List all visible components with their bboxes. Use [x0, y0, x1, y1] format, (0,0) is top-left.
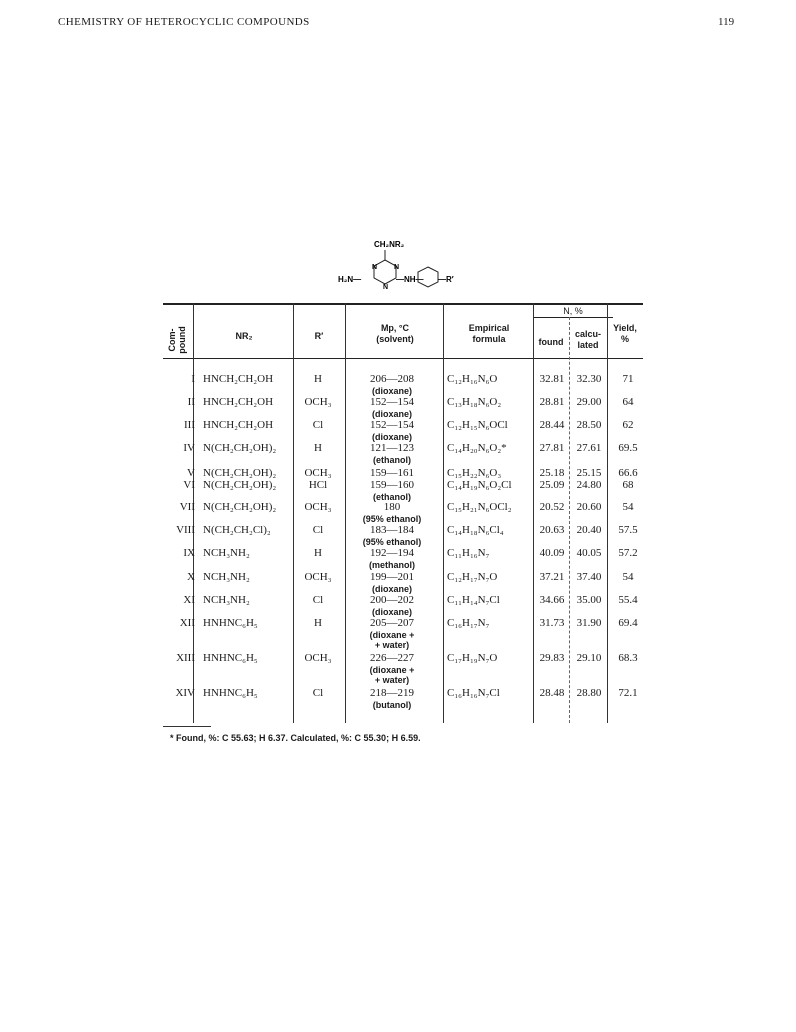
nr2-cell: N(CH₂CH₂OH)₂ [203, 501, 277, 513]
mp-value: 206—208 [370, 373, 414, 385]
nr2-cell: NCH₃NH₂ [203, 594, 250, 606]
rprime-cell: H [314, 442, 322, 454]
found-cell: 28.44 [539, 419, 565, 431]
compound-number: X [187, 571, 195, 583]
found-cell: 28.48 [539, 687, 565, 699]
calculated-cell: 27.61 [576, 442, 602, 454]
mp-value: 121—123 [370, 442, 414, 454]
structure-top-group: CH₂NR₂ [374, 240, 405, 249]
header-mp-line1: Mp, °C [380, 323, 410, 333]
rprime-cell: OCH₃ [304, 501, 332, 513]
header-nr2: NR₂ [235, 331, 253, 341]
rprime-cell: OCH₃ [304, 652, 332, 664]
header-mp-line2: (solvent) [376, 334, 414, 344]
calculated-cell: 29.00 [576, 396, 602, 408]
mp-cell [347, 419, 437, 442]
mp-cell [347, 479, 437, 502]
mp-value: 199—201 [370, 571, 414, 583]
mp-value: 200—202 [370, 594, 414, 606]
yield-cell: 54 [622, 501, 634, 513]
header-found: found [538, 337, 564, 347]
header-bottom-rule [163, 358, 643, 359]
mp-value: 205—207 [370, 617, 414, 629]
solvent-value: (ethanol) [373, 455, 411, 465]
calculated-cell: 28.50 [576, 419, 602, 431]
formula-cell: C₁₂H₁₅N₆OCl [447, 419, 508, 431]
table-top-rule [163, 303, 643, 305]
rprime-cell: Cl [312, 687, 324, 699]
mp-cell [347, 524, 437, 547]
solvent-value: (methanol) [369, 560, 415, 570]
solvent-value: (95% ethanol) [362, 514, 422, 524]
compound-number: I [191, 373, 195, 385]
mp-value: 180 [383, 501, 401, 513]
found-cell: 32.81 [539, 373, 565, 385]
nr2-cell: N(CH₂CH₂OH)₂ [203, 442, 277, 454]
mp-cell [347, 442, 437, 465]
found-cell: 25.09 [539, 479, 565, 491]
triazine-structure [320, 234, 460, 308]
yield-cell: 57.5 [618, 524, 638, 536]
compound-number: VIII [176, 524, 195, 536]
header-n-percent: N, % [563, 306, 583, 316]
nr2-cell: HNHNC₆H₅ [203, 617, 258, 629]
compound-number: II [187, 396, 195, 408]
rprime-cell: OCH₃ [304, 396, 332, 408]
yield-cell: 62 [622, 419, 634, 431]
compound-number: III [184, 419, 195, 431]
yield-cell: 68.3 [618, 652, 638, 664]
nr2-cell: NCH₃NH₂ [203, 547, 250, 559]
calculated-cell: 24.80 [576, 479, 602, 491]
compound-number: V [187, 467, 195, 479]
mp-cell [347, 501, 437, 524]
rprime-cell: OCH₃ [304, 467, 332, 479]
rprime-cell: Cl [312, 524, 324, 536]
found-cell: 29.83 [539, 652, 565, 664]
nr2-cell: HNCH₂CH₂OH [203, 396, 274, 408]
mp-value: 159—161 [370, 467, 414, 479]
rprime-cell: Cl [312, 594, 324, 606]
nr2-cell: HNHNC₆H₅ [203, 652, 258, 664]
found-cell: 37.21 [539, 571, 565, 583]
rprime-cell: Cl [312, 419, 324, 431]
compound-number: XIII [176, 652, 195, 664]
solvent-value: (butanol) [372, 700, 412, 710]
header-mp [347, 323, 443, 345]
mp-value: 226—227 [370, 652, 414, 664]
formula-cell: C₁₆H₁₇N₇ [447, 617, 490, 629]
compound-number: XII [179, 617, 195, 629]
mp-value: 159—160 [370, 479, 414, 491]
yield-cell: 55.4 [618, 594, 638, 606]
header-calc-line1: calcu- [574, 329, 601, 339]
mp-value: 192—194 [370, 547, 414, 559]
mp-cell [347, 594, 437, 617]
structure-amino: H₂N— [338, 275, 362, 284]
footnote: * Found, %: C 55.63; H 6.37. Calculated, %: C 55.30; H 6.59. [170, 733, 421, 743]
solvent-value: (dioxane) [371, 432, 412, 442]
calculated-cell: 31.90 [576, 617, 602, 629]
rprime-cell: OCH₃ [304, 571, 332, 583]
table-row [163, 373, 643, 396]
compound-number: IV [183, 442, 195, 454]
formula-cell: C₁₄H₁₉N₆O₂Cl [447, 479, 512, 491]
yield-cell: 64 [622, 396, 634, 408]
rprime-cell: H [314, 373, 322, 385]
yield-cell: 72.1 [618, 687, 638, 699]
calculated-cell: 25.15 [576, 467, 602, 479]
table-row [163, 687, 643, 710]
rprime-cell: HCl [308, 479, 328, 491]
solvent-value: (ethanol) [373, 492, 411, 502]
found-cell: 20.52 [539, 501, 565, 513]
nr2-cell: HNCH₂CH₂OH [203, 419, 274, 431]
header-yield [607, 323, 643, 345]
table-row [163, 396, 643, 419]
structure-nh: —NH— [396, 275, 424, 284]
yield-cell: 66.6 [618, 467, 638, 479]
found-cell: 20.63 [539, 524, 565, 536]
yield-cell: 68 [622, 479, 634, 491]
formula-cell: C₁₂H₁₆N₆O [447, 373, 498, 385]
nr2-cell: N(CH₂CH₂Cl)₂ [203, 524, 271, 536]
calculated-cell: 32.30 [576, 373, 602, 385]
solvent-value: (95% ethanol) [362, 537, 422, 547]
formula-cell: C₁₃H₁₈N₆O₂ [447, 396, 502, 408]
header-formula-line2: formula [472, 334, 506, 344]
rprime-cell: H [314, 617, 322, 629]
compound-number: VI [183, 479, 195, 491]
solvent-value: (dioxane) [371, 409, 412, 419]
n-percent-rule [533, 317, 613, 318]
compound-number: VII [179, 501, 195, 513]
calculated-cell: 37.40 [576, 571, 602, 583]
mp-value: 183—184 [370, 524, 414, 536]
compound-number: IX [183, 547, 195, 559]
found-cell: 28.81 [539, 396, 565, 408]
mp-cell [347, 617, 437, 650]
table-row [163, 501, 643, 524]
solvent-value: (dioxane) [371, 607, 412, 617]
found-cell: 27.81 [539, 442, 565, 454]
yield-cell: 57.2 [618, 547, 638, 559]
header-rprime: R′ [314, 331, 324, 341]
solvent-value: (dioxane) [371, 386, 412, 396]
mp-cell [347, 373, 437, 396]
ring-n-bottom: N [383, 284, 389, 291]
solvent-value: (dioxane) [371, 584, 412, 594]
table-row [163, 442, 643, 465]
running-header: CHEMISTRY OF HETEROCYCLIC COMPOUNDS [58, 16, 310, 28]
structure-diagram [320, 234, 460, 308]
formula-cell: C₁₅H₂₂N₆O₃ [447, 467, 502, 479]
formula-cell: C₁₅H₂₁N₆OCl₂ [447, 501, 512, 513]
yield-cell: 54 [622, 571, 634, 583]
mp-value: 218—219 [370, 687, 414, 699]
ring-n-left: N [372, 264, 378, 271]
table-row [163, 571, 643, 594]
table-row [163, 617, 643, 650]
calculated-cell: 28.80 [576, 687, 602, 699]
yield-cell: 69.4 [618, 617, 638, 629]
header-formula-line1: Empirical [468, 323, 510, 333]
rprime-cell: H [314, 547, 322, 559]
table-row [163, 652, 643, 685]
footnote-rule [163, 726, 211, 727]
calculated-cell: 35.00 [576, 594, 602, 606]
table-row [163, 419, 643, 442]
nr2-cell: NCH₃NH₂ [203, 571, 250, 583]
data-table [163, 303, 643, 723]
table-row [163, 479, 643, 502]
yield-cell: 69.5 [618, 442, 638, 454]
nr2-cell: HNCH₂CH₂OH [203, 373, 274, 385]
formula-cell: C₁₁H₁₄N₇Cl [447, 594, 500, 606]
nr2-cell: HNHNC₆H₅ [203, 687, 258, 699]
mp-cell [347, 396, 437, 419]
header-calc-line2: lated [577, 340, 599, 350]
header-calc [569, 329, 607, 351]
compound-number: XIV [175, 687, 195, 699]
page-number: 119 [718, 16, 735, 28]
calculated-cell: 29.10 [576, 652, 602, 664]
header-yield-line2: % [620, 334, 629, 344]
formula-cell: C₁₁H₁₆N₇ [447, 547, 490, 559]
table-row [163, 547, 643, 570]
header-compound: Com- pound [167, 326, 187, 354]
calculated-cell: 20.40 [576, 524, 602, 536]
formula-cell: C₁₇H₁₉N₇O [447, 652, 498, 664]
found-cell: 34.66 [539, 594, 565, 606]
ring-n-right: N [394, 264, 400, 271]
formula-cell: C₁₂H₁₇N₇O [447, 571, 498, 583]
compound-number: XI [183, 594, 195, 606]
header-formula [445, 323, 533, 345]
table-row [163, 594, 643, 617]
found-cell: 25.18 [539, 467, 565, 479]
table-row [163, 524, 643, 547]
formula-cell: C₁₄H₂₀N₆O₂* [447, 442, 507, 454]
structure-r-prime: —R′ [438, 275, 454, 284]
formula-cell: C₁₄H₁₈N₆Cl₄ [447, 524, 504, 536]
calculated-cell: 20.60 [576, 501, 602, 513]
mp-value: 152—154 [370, 419, 414, 431]
mp-value: 152—154 [370, 396, 414, 408]
calculated-cell: 40.05 [576, 547, 602, 559]
mp-cell [347, 652, 437, 685]
solvent-value: (dioxane + + water) [369, 630, 415, 650]
header-yield-line1: Yield, [613, 323, 637, 333]
found-cell: 40.09 [539, 547, 565, 559]
found-cell: 31.73 [539, 617, 565, 629]
nr2-cell: N(CH₂CH₂OH)₂ [203, 479, 277, 491]
formula-cell: C₁₆H₁₆N₇Cl [447, 687, 500, 699]
mp-cell [347, 571, 437, 594]
solvent-value: (dioxane + + water) [369, 665, 415, 685]
mp-cell [347, 687, 437, 710]
nr2-cell: N(CH₂CH₂OH)₂ [203, 467, 277, 479]
mp-cell [347, 547, 437, 570]
yield-cell: 71 [622, 373, 634, 385]
